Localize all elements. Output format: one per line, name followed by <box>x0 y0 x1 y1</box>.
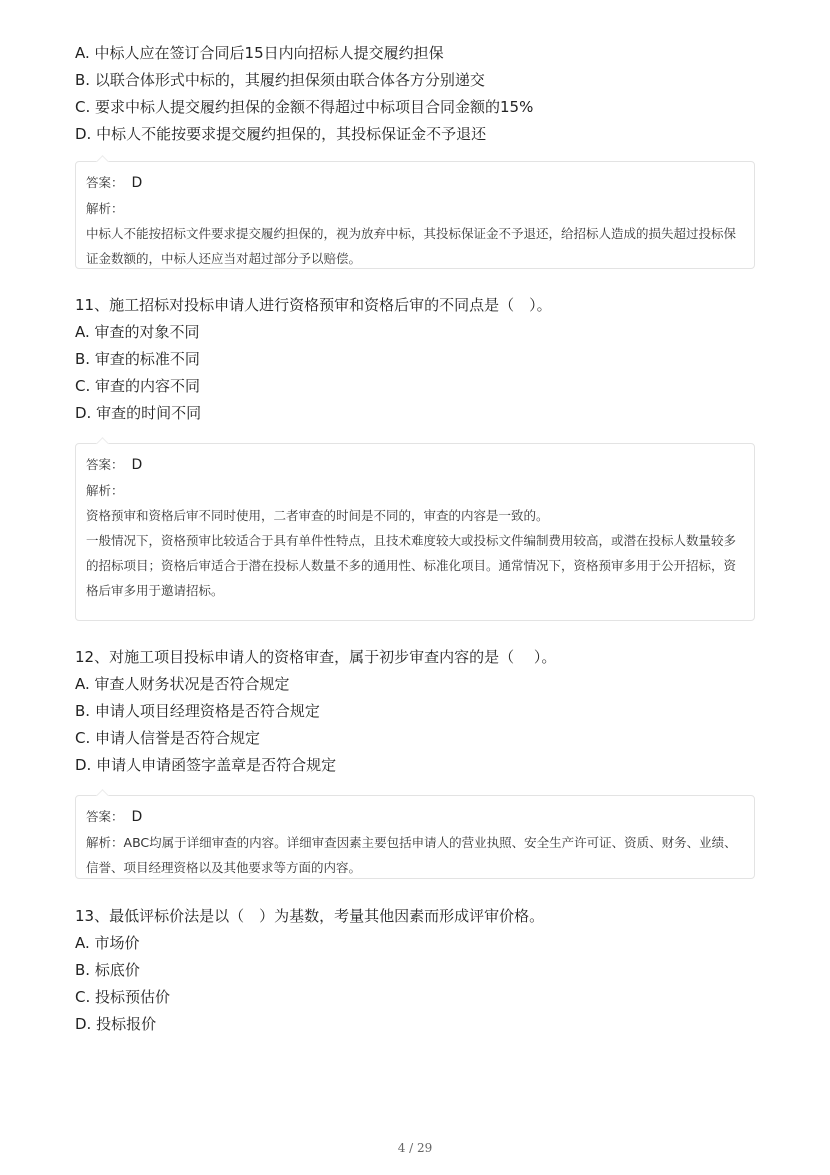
option-b: B. 以联合体形式中标的，其履约担保须由联合体各方分别递交 <box>75 71 485 89</box>
option-c: C. 申请人信誉是否符合规定 <box>75 729 261 747</box>
option-d: D. 审查的时间不同 <box>75 404 202 422</box>
option-a: A. 市场价 <box>75 934 140 952</box>
analysis-text: ABC均属于详细审查的内容。详细审查因素主要包括申请人的营业执照、安全生产许可证、资质、财务、业绩、信誉、项目经理资格以及其他要求等方面的内容。 <box>86 835 737 875</box>
option-a: A. 审查的对象不同 <box>75 323 200 341</box>
answer-value: D <box>131 457 143 473</box>
analysis-label: 解析： <box>86 835 124 850</box>
option-a: A. 审查人财务状况是否符合规定 <box>75 675 290 693</box>
option-d: D. 投标报价 <box>75 1015 157 1033</box>
analysis-text-2: 一般情况下，资格预审比较适合于具有单件性特点，且技术难度较大或投标文件编制费用较高，或潜在投标人数量较多的招标项目；资格后审适合于潜在投标人数量不多的通用性、标准化项目。通常情况下，资格预审多用于公开招标，资格后审多用于邀请招标。 <box>86 533 737 598</box>
question-title: 12、对施工项目投标申请人的资格审查，属于初步审查内容的是（ ）。 <box>75 648 557 666</box>
analysis-label: 解析： <box>86 483 124 498</box>
analysis-label: 解析： <box>86 201 124 216</box>
option-c: C. 要求中标人提交履约担保的金额不得超过中标项目合同金额的15% <box>75 98 534 116</box>
option-a: A. 中标人应在签订合同后15日内向招标人提交履约担保 <box>75 44 444 62</box>
question-11 <box>75 292 552 427</box>
answer-value: D <box>131 809 143 825</box>
analysis-text: 中标人不能按招标文件要求提交履约担保的，视为放弃中标，其投标保证金不予退还，给招标人造成的损失超过投标保证金数额的，中标人还应当对超过部分予以赔偿。 <box>86 226 737 266</box>
analysis-text-1: 资格预审和资格后审不同时使用，二者审查的时间是不同的，审查的内容是一致的。 <box>86 508 549 523</box>
option-c: C. 审查的内容不同 <box>75 377 201 395</box>
answer-label: 答案： <box>86 457 124 472</box>
question-13 <box>75 903 544 1038</box>
option-b: B. 申请人项目经理资格是否符合规定 <box>75 702 320 720</box>
question-title: 13、最低评标价法是以（ ）为基数，考量其他因素而形成评审价格。 <box>75 907 545 925</box>
option-c: C. 投标预估价 <box>75 988 171 1006</box>
option-b: B. 审查的标准不同 <box>75 350 200 368</box>
option-d: D. 中标人不能按要求提交履约担保的，其投标保证金不予退还 <box>75 125 487 143</box>
question-title: 11、施工招标对投标申请人进行资格预审和资格后审的不同点是（ ）。 <box>75 296 552 314</box>
answer-label: 答案： <box>86 175 124 190</box>
answer-box-q10 <box>75 161 755 269</box>
question-12 <box>75 644 556 779</box>
page-number: 4 / 29 <box>397 1141 433 1155</box>
answer-box-q11 <box>75 443 755 621</box>
question-10-options <box>75 40 533 148</box>
option-b: B. 标底价 <box>75 961 140 979</box>
answer-label: 答案： <box>86 809 124 824</box>
answer-box-q12 <box>75 795 755 879</box>
option-d: D. 申请人申请函签字盖章是否符合规定 <box>75 756 337 774</box>
answer-value: D <box>131 175 143 191</box>
